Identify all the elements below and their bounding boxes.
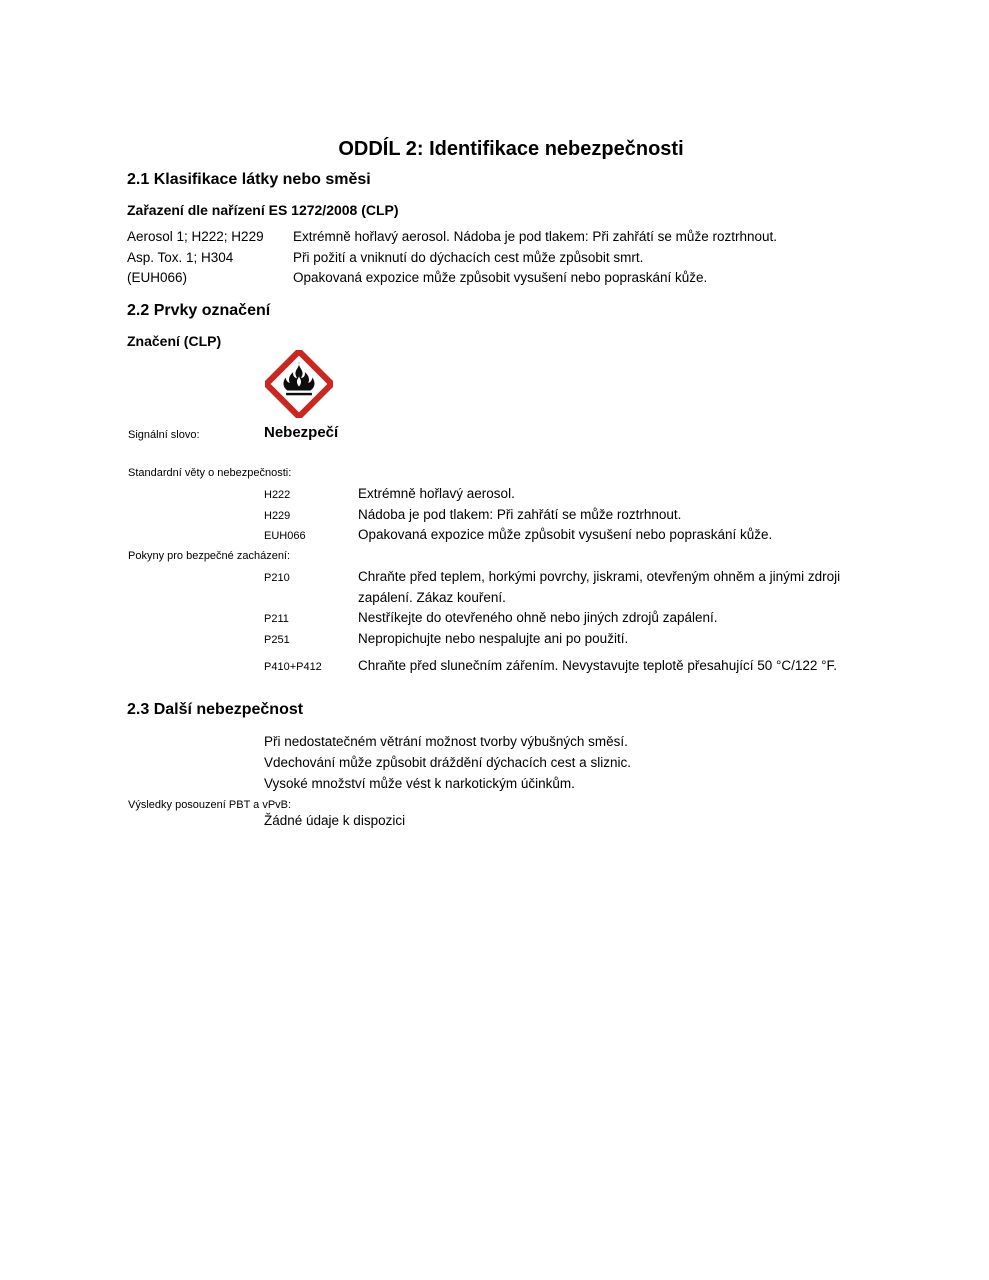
classification-text: Při požití a vniknutí do dýchacích cest může způsobit smrt. bbox=[293, 249, 644, 265]
other-hazards-lines bbox=[264, 731, 864, 794]
flame-icon bbox=[265, 350, 333, 418]
precautionary-text: Chraňte před slunečním zářením. Nevystavujte teplotě přesahující 50 °C/122 °F. bbox=[358, 658, 838, 673]
hazard-statements-list bbox=[264, 484, 904, 546]
labelling-subheading: Značení (CLP) bbox=[127, 333, 222, 349]
classification-row bbox=[127, 248, 917, 269]
section-2-2-heading: 2.2 Prvky označení bbox=[127, 302, 271, 319]
hazard-text: Opakovaná expozice může způsobit vysušení nebo popraskání kůže. bbox=[358, 527, 773, 542]
precautionary-row bbox=[264, 656, 904, 677]
hazard-statement-row bbox=[264, 525, 904, 546]
classification-text: Extrémně hořlavý aerosol. Nádoba je pod tlakem: Při zahřátí se může roztrhnout. bbox=[293, 229, 777, 244]
precautionary-row bbox=[264, 629, 904, 650]
precautionary-text: Nepropichujte nebo nespalujte ani po použití. bbox=[358, 630, 629, 646]
precautionary-code: P410+P412 bbox=[264, 661, 322, 673]
hazard-code: EUH066 bbox=[264, 530, 306, 542]
other-hazard-line: Vdechování může způsobit dráždění dýchacích cest a sliznic. bbox=[264, 755, 631, 770]
signal-word: Nebezpečí bbox=[264, 424, 339, 441]
classification-term: (EUH066) bbox=[127, 270, 188, 285]
classification-row bbox=[127, 227, 917, 248]
hazard-code: H222 bbox=[264, 489, 291, 501]
precautionary-code: P211 bbox=[264, 613, 289, 625]
section-2-1-heading: 2.1 Klasifikace látky nebo směsi bbox=[127, 171, 371, 188]
pbt-assessment-label: Výsledky posouzení PBT a vPvB: bbox=[128, 799, 292, 811]
pbt-assessment-value: Žádné údaje k dispozici bbox=[264, 813, 406, 828]
precautionary-text: Nestříkejte do otevřeného ohně nebo jiných zdrojů zapálení. bbox=[358, 610, 718, 625]
hazard-code: H229 bbox=[264, 509, 291, 522]
other-hazard-line: Při nedostatečném větrání možnost tvorby výbušných směsí. bbox=[264, 734, 628, 749]
classification-term: Aerosol 1; H222; H229 bbox=[127, 229, 264, 244]
precautionary-label: Pokyny pro bezpečné zacházení: bbox=[128, 550, 291, 562]
page-title: ODDÍL 2: Identifikace nebezpečnosti bbox=[338, 138, 684, 160]
classification-row bbox=[127, 268, 917, 289]
other-hazard-line: Vysoké množství může vést k narkotickým účinkům. bbox=[264, 776, 575, 791]
precautionary-row bbox=[264, 608, 904, 629]
classification-table bbox=[127, 227, 917, 289]
ghs02-flame-pictogram bbox=[265, 350, 333, 423]
precautionary-code: P251 bbox=[264, 633, 290, 646]
hazard-statements-label: Standardní věty o nebezpečnosti: bbox=[128, 467, 292, 479]
precautionary-code: P210 bbox=[264, 572, 290, 584]
hazard-statement-row bbox=[264, 484, 904, 505]
classification-term: Asp. Tox. 1; H304 bbox=[127, 249, 234, 265]
classification-subheading: Zařazení dle nařízení ES 1272/2008 (CLP) bbox=[127, 202, 399, 218]
hazard-text: Extrémně hořlavý aerosol. bbox=[358, 486, 515, 501]
classification-text: Opakovaná expozice může způsobit vysušení nebo popraskání kůže. bbox=[293, 270, 708, 285]
signal-word-label: Signální slovo: bbox=[128, 429, 200, 441]
precautionary-row bbox=[264, 567, 904, 608]
hazard-text: Nádoba je pod tlakem: Při zahřátí se může roztrhnout. bbox=[358, 506, 682, 522]
hazard-statement-row bbox=[264, 505, 904, 526]
precautionary-statements-list bbox=[264, 567, 904, 677]
section-2-3-heading: 2.3 Další nebezpečnost bbox=[127, 701, 304, 718]
precautionary-text: Chraňte před teplem, horkými povrchy, jiskrami, otevřeným ohněm a jinými zdroji zapálení. Zákaz kouření. bbox=[358, 569, 841, 605]
